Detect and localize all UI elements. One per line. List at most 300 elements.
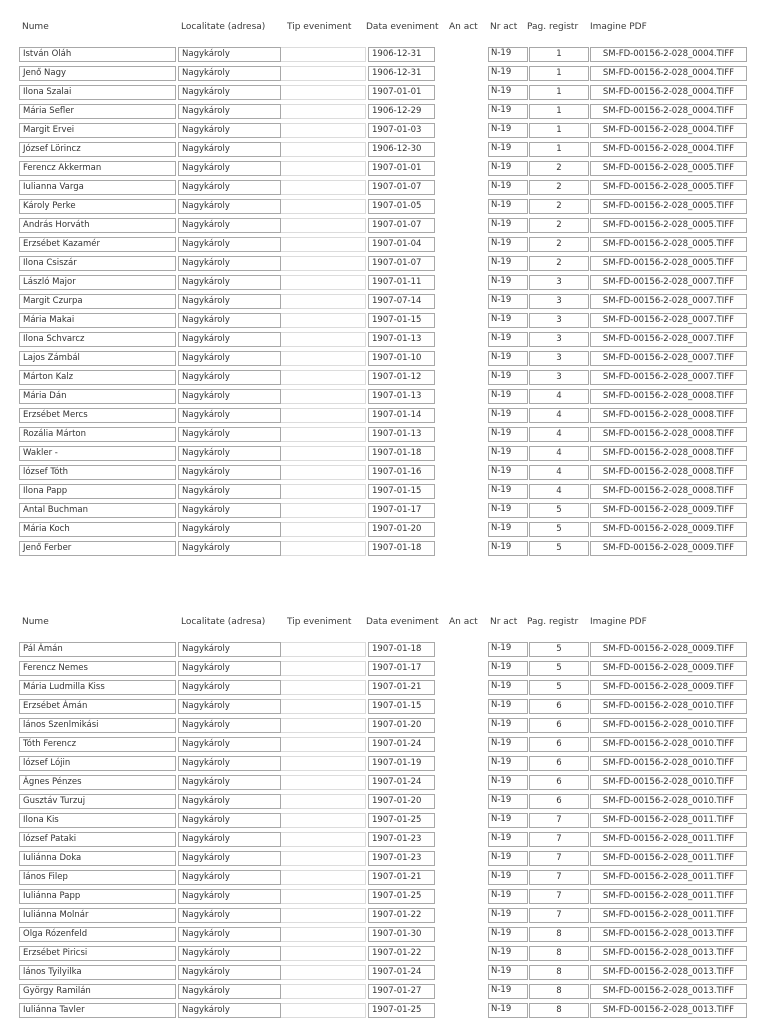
cell-pag-registr: 3 (529, 275, 589, 290)
cell-data-eveniment: 1907-01-20 (368, 794, 435, 809)
cell-imagine-pdf: SM-FD-00156-2-028_0007.TIFF (590, 370, 747, 385)
header-pag-registr: Pag. registr (527, 617, 579, 627)
cell-nume: Erzsébet Kazamér (19, 237, 176, 252)
cell-nr-act: N-19 (488, 756, 528, 771)
cell-nume: lános Filep (19, 870, 176, 885)
cell-imagine-pdf: SM-FD-00156-2-028_0013.TIFF (590, 984, 747, 999)
cell-tip-eveniment (281, 142, 366, 157)
cell-imagine-pdf: SM-FD-00156-2-028_0008.TIFF (590, 408, 747, 423)
table-row (0, 274, 768, 293)
cell-pag-registr: 1 (529, 47, 589, 62)
cell-imagine-pdf: SM-FD-00156-2-028_0004.TIFF (590, 85, 747, 100)
cell-localitate: Nagykároly (178, 218, 281, 233)
table-row (0, 521, 768, 540)
cell-data-eveniment: 1907-01-07 (368, 180, 435, 195)
cell-imagine-pdf: SM-FD-00156-2-028_0009.TIFF (590, 541, 747, 556)
cell-data-eveniment: 1907-01-18 (368, 446, 435, 461)
cell-localitate: Nagykároly (178, 756, 281, 771)
cell-localitate: Nagykároly (178, 47, 281, 62)
cell-imagine-pdf: SM-FD-00156-2-028_0004.TIFF (590, 66, 747, 81)
table-row (0, 426, 768, 445)
cell-data-eveniment: 1907-01-27 (368, 984, 435, 999)
cell-imagine-pdf: SM-FD-00156-2-028_0013.TIFF (590, 927, 747, 942)
cell-tip-eveniment (281, 680, 366, 695)
cell-localitate: Nagykároly (178, 737, 281, 752)
cell-pag-registr: 3 (529, 332, 589, 347)
cell-tip-eveniment (281, 370, 366, 385)
cell-nr-act: N-19 (488, 180, 528, 195)
cell-localitate: Nagykároly (178, 85, 281, 100)
cell-pag-registr: 2 (529, 218, 589, 233)
cell-tip-eveniment (281, 161, 366, 176)
cell-pag-registr: 1 (529, 123, 589, 138)
table-row (0, 65, 768, 84)
cell-pag-registr: 1 (529, 85, 589, 100)
table-row (0, 179, 768, 198)
cell-data-eveniment: 1907-01-24 (368, 965, 435, 980)
cell-localitate: Nagykároly (178, 256, 281, 271)
cell-nr-act: N-19 (488, 889, 528, 904)
cell-data-eveniment: 1906-12-29 (368, 104, 435, 119)
cell-imagine-pdf: SM-FD-00156-2-028_0010.TIFF (590, 699, 747, 714)
cell-imagine-pdf: SM-FD-00156-2-028_0005.TIFF (590, 218, 747, 233)
cell-pag-registr: 2 (529, 180, 589, 195)
cell-data-eveniment: 1907-01-04 (368, 237, 435, 252)
cell-pag-registr: 7 (529, 889, 589, 904)
cell-tip-eveniment (281, 984, 366, 999)
cell-tip-eveniment (281, 465, 366, 480)
cell-data-eveniment: 1907-01-15 (368, 699, 435, 714)
cell-pag-registr: 4 (529, 427, 589, 442)
cell-tip-eveniment (281, 541, 366, 556)
cell-data-eveniment: 1907-01-10 (368, 351, 435, 366)
cell-nume: Erzsébet Mercs (19, 408, 176, 423)
cell-nume: Pál Ámán (19, 642, 176, 657)
cell-localitate: Nagykároly (178, 908, 281, 923)
table-row (0, 46, 768, 65)
cell-data-eveniment: 1907-01-17 (368, 661, 435, 676)
cell-data-eveniment: 1907-01-15 (368, 313, 435, 328)
cell-nume: Ferencz Akkerman (19, 161, 176, 176)
table-row (0, 293, 768, 312)
cell-nr-act: N-19 (488, 218, 528, 233)
cell-nume: Rozália Márton (19, 427, 176, 442)
cell-nume: Jenő Nagy (19, 66, 176, 81)
cell-nr-act: N-19 (488, 66, 528, 81)
cell-imagine-pdf: SM-FD-00156-2-028_0011.TIFF (590, 908, 747, 923)
table-row (0, 812, 768, 831)
table-row (0, 660, 768, 679)
cell-tip-eveniment (281, 503, 366, 518)
table-row (0, 198, 768, 217)
table-row (0, 831, 768, 850)
cell-tip-eveniment (281, 256, 366, 271)
cell-tip-eveniment (281, 275, 366, 290)
cell-tip-eveniment (281, 870, 366, 885)
cell-imagine-pdf: SM-FD-00156-2-028_0013.TIFF (590, 965, 747, 980)
table-row (0, 888, 768, 907)
cell-tip-eveniment (281, 218, 366, 233)
cell-data-eveniment: 1907-01-24 (368, 737, 435, 752)
table-row (0, 964, 768, 983)
cell-pag-registr: 6 (529, 756, 589, 771)
cell-localitate: Nagykároly (178, 427, 281, 442)
cell-data-eveniment: 1907-01-07 (368, 218, 435, 233)
cell-localitate: Nagykároly (178, 180, 281, 195)
cell-data-eveniment: 1907-01-20 (368, 718, 435, 733)
header-nr-act: Nr act (490, 22, 518, 32)
cell-localitate: Nagykároly (178, 965, 281, 980)
cell-nume: lózsef Lójin (19, 756, 176, 771)
cell-data-eveniment: 1907-01-24 (368, 775, 435, 790)
cell-localitate: Nagykároly (178, 1003, 281, 1018)
cell-localitate: Nagykároly (178, 699, 281, 714)
table-row (0, 388, 768, 407)
header-nume: Nume (22, 617, 49, 627)
cell-pag-registr: 5 (529, 642, 589, 657)
cell-data-eveniment: 1907-01-03 (368, 123, 435, 138)
table-header (0, 595, 768, 641)
cell-nume: Antal Buchman (19, 503, 176, 518)
cell-tip-eveniment (281, 889, 366, 904)
cell-imagine-pdf: SM-FD-00156-2-028_0011.TIFF (590, 870, 747, 885)
cell-imagine-pdf: SM-FD-00156-2-028_0013.TIFF (590, 1003, 747, 1018)
table-header (0, 0, 768, 46)
cell-nume: Ferencz Nemes (19, 661, 176, 676)
cell-nume: lózsef Tóth (19, 465, 176, 480)
cell-nr-act: N-19 (488, 465, 528, 480)
cell-localitate: Nagykároly (178, 465, 281, 480)
cell-tip-eveniment (281, 946, 366, 961)
cell-localitate: Nagykároly (178, 294, 281, 309)
cell-tip-eveniment (281, 718, 366, 733)
cell-imagine-pdf: SM-FD-00156-2-028_0011.TIFF (590, 851, 747, 866)
cell-pag-registr: 3 (529, 370, 589, 385)
cell-nume: Ilona Kis (19, 813, 176, 828)
table-row (0, 84, 768, 103)
cell-tip-eveniment (281, 965, 366, 980)
cell-imagine-pdf: SM-FD-00156-2-028_0009.TIFF (590, 522, 747, 537)
table-row (0, 945, 768, 964)
cell-pag-registr: 4 (529, 465, 589, 480)
cell-localitate: Nagykároly (178, 889, 281, 904)
cell-localitate: Nagykároly (178, 199, 281, 214)
cell-data-eveniment: 1907-01-23 (368, 851, 435, 866)
cell-tip-eveniment (281, 484, 366, 499)
cell-localitate: Nagykároly (178, 66, 281, 81)
cell-imagine-pdf: SM-FD-00156-2-028_0005.TIFF (590, 180, 747, 195)
cell-nr-act: N-19 (488, 1003, 528, 1018)
cell-tip-eveniment (281, 756, 366, 771)
cell-imagine-pdf: SM-FD-00156-2-028_0009.TIFF (590, 680, 747, 695)
cell-tip-eveniment (281, 661, 366, 676)
header-tip-eveniment: Tip eveniment (287, 617, 352, 627)
cell-localitate: Nagykároly (178, 446, 281, 461)
cell-pag-registr: 7 (529, 908, 589, 923)
cell-nume: Ilona Schvarcz (19, 332, 176, 347)
cell-pag-registr: 4 (529, 484, 589, 499)
cell-nr-act: N-19 (488, 332, 528, 347)
cell-nume: Mária Dán (19, 389, 176, 404)
cell-nr-act: N-19 (488, 737, 528, 752)
table-row (0, 641, 768, 660)
cell-tip-eveniment (281, 294, 366, 309)
cell-nume: Erzsébet Piricsi (19, 946, 176, 961)
cell-tip-eveniment (281, 332, 366, 347)
cell-nr-act: N-19 (488, 503, 528, 518)
cell-pag-registr: 5 (529, 661, 589, 676)
cell-nr-act: N-19 (488, 389, 528, 404)
cell-data-eveniment: 1907-01-18 (368, 541, 435, 556)
cell-data-eveniment: 1907-01-30 (368, 927, 435, 942)
cell-pag-registr: 8 (529, 1003, 589, 1018)
table-rows (0, 641, 768, 1021)
cell-localitate: Nagykároly (178, 104, 281, 119)
cell-pag-registr: 5 (529, 541, 589, 556)
cell-data-eveniment: 1906-12-31 (368, 47, 435, 62)
cell-data-eveniment: 1907-01-25 (368, 889, 435, 904)
table-row (0, 103, 768, 122)
cell-data-eveniment: 1907-01-21 (368, 870, 435, 885)
cell-localitate: Nagykároly (178, 794, 281, 809)
cell-data-eveniment: 1907-01-13 (368, 332, 435, 347)
table-row (0, 736, 768, 755)
cell-nume: Mária Sefler (19, 104, 176, 119)
cell-imagine-pdf: SM-FD-00156-2-028_0007.TIFF (590, 351, 747, 366)
cell-nr-act: N-19 (488, 908, 528, 923)
cell-data-eveniment: 1907-01-12 (368, 370, 435, 385)
cell-localitate: Nagykároly (178, 142, 281, 157)
cell-data-eveniment: 1907-01-01 (368, 161, 435, 176)
cell-nume: Tóth Ferencz (19, 737, 176, 752)
cell-nr-act: N-19 (488, 851, 528, 866)
cell-tip-eveniment (281, 47, 366, 62)
cell-nume: Iuliánna Doka (19, 851, 176, 866)
cell-nume: Gusztáv Turzuj (19, 794, 176, 809)
header-localitate: Localitate (adresa) (181, 617, 266, 627)
cell-pag-registr: 8 (529, 927, 589, 942)
table-row (0, 141, 768, 160)
cell-imagine-pdf: SM-FD-00156-2-028_0009.TIFF (590, 661, 747, 676)
cell-data-eveniment: 1907-01-23 (368, 832, 435, 847)
cell-localitate: Nagykároly (178, 503, 281, 518)
cell-pag-registr: 8 (529, 984, 589, 999)
cell-tip-eveniment (281, 642, 366, 657)
cell-nume: lános Tyilyilka (19, 965, 176, 980)
cell-nr-act: N-19 (488, 104, 528, 119)
cell-data-eveniment: 1906-12-31 (368, 66, 435, 81)
table-row (0, 464, 768, 483)
table-row (0, 502, 768, 521)
table-row (0, 983, 768, 1002)
cell-data-eveniment: 1907-07-14 (368, 294, 435, 309)
cell-nr-act: N-19 (488, 965, 528, 980)
cell-imagine-pdf: SM-FD-00156-2-028_0004.TIFF (590, 142, 747, 157)
cell-nume: Ágnes Pénzes (19, 775, 176, 790)
cell-nume: György Ramilán (19, 984, 176, 999)
cell-data-eveniment: 1907-01-22 (368, 946, 435, 961)
records-table-2 (0, 595, 768, 1021)
cell-nume: Margit Czurpa (19, 294, 176, 309)
header-data-eveniment: Data eveniment (366, 617, 439, 627)
cell-imagine-pdf: SM-FD-00156-2-028_0005.TIFF (590, 256, 747, 271)
cell-nr-act: N-19 (488, 661, 528, 676)
cell-pag-registr: 1 (529, 66, 589, 81)
cell-nume: Ilona Szalai (19, 85, 176, 100)
cell-localitate: Nagykároly (178, 642, 281, 657)
cell-tip-eveniment (281, 313, 366, 328)
cell-pag-registr: 6 (529, 737, 589, 752)
cell-tip-eveniment (281, 389, 366, 404)
cell-nr-act: N-19 (488, 161, 528, 176)
cell-nume: Mária Ludmilla Kiss (19, 680, 176, 695)
cell-pag-registr: 6 (529, 775, 589, 790)
cell-imagine-pdf: SM-FD-00156-2-028_0005.TIFF (590, 161, 747, 176)
cell-nume: László Major (19, 275, 176, 290)
cell-pag-registr: 5 (529, 522, 589, 537)
cell-imagine-pdf: SM-FD-00156-2-028_0008.TIFF (590, 427, 747, 442)
cell-pag-registr: 2 (529, 256, 589, 271)
cell-localitate: Nagykároly (178, 522, 281, 537)
cell-nume: Margit Ervei (19, 123, 176, 138)
table-row (0, 122, 768, 141)
cell-imagine-pdf: SM-FD-00156-2-028_0005.TIFF (590, 199, 747, 214)
cell-imagine-pdf: SM-FD-00156-2-028_0011.TIFF (590, 832, 747, 847)
cell-localitate: Nagykároly (178, 984, 281, 999)
cell-nr-act: N-19 (488, 142, 528, 157)
cell-localitate: Nagykároly (178, 718, 281, 733)
cell-imagine-pdf: SM-FD-00156-2-028_0011.TIFF (590, 813, 747, 828)
cell-imagine-pdf: SM-FD-00156-2-028_0007.TIFF (590, 313, 747, 328)
table-row (0, 850, 768, 869)
cell-pag-registr: 6 (529, 699, 589, 714)
cell-data-eveniment: 1907-01-13 (368, 389, 435, 404)
cell-imagine-pdf: SM-FD-00156-2-028_0010.TIFF (590, 718, 747, 733)
cell-tip-eveniment (281, 123, 366, 138)
cell-pag-registr: 3 (529, 313, 589, 328)
cell-nr-act: N-19 (488, 541, 528, 556)
header-data-eveniment: Data eveniment (366, 22, 439, 32)
cell-nume: József Lörincz (19, 142, 176, 157)
cell-tip-eveniment (281, 794, 366, 809)
cell-tip-eveniment (281, 408, 366, 423)
cell-tip-eveniment (281, 85, 366, 100)
cell-nume: Jenő Ferber (19, 541, 176, 556)
cell-nume: Mária Koch (19, 522, 176, 537)
cell-data-eveniment: 1907-01-16 (368, 465, 435, 480)
cell-data-eveniment: 1907-01-17 (368, 503, 435, 518)
cell-localitate: Nagykároly (178, 351, 281, 366)
cell-imagine-pdf: SM-FD-00156-2-028_0010.TIFF (590, 756, 747, 771)
cell-pag-registr: 7 (529, 870, 589, 885)
header-localitate: Localitate (adresa) (181, 22, 266, 32)
cell-data-eveniment: 1906-12-30 (368, 142, 435, 157)
cell-imagine-pdf: SM-FD-00156-2-028_0009.TIFF (590, 642, 747, 657)
table-row (0, 1002, 768, 1021)
cell-imagine-pdf: SM-FD-00156-2-028_0007.TIFF (590, 332, 747, 347)
cell-tip-eveniment (281, 522, 366, 537)
header-an-act: An act (449, 22, 478, 32)
cell-pag-registr: 7 (529, 813, 589, 828)
header-nr-act: Nr act (490, 617, 518, 627)
cell-tip-eveniment (281, 851, 366, 866)
cell-pag-registr: 1 (529, 142, 589, 157)
cell-nr-act: N-19 (488, 484, 528, 499)
cell-imagine-pdf: SM-FD-00156-2-028_0007.TIFF (590, 275, 747, 290)
cell-imagine-pdf: SM-FD-00156-2-028_0011.TIFF (590, 889, 747, 904)
cell-imagine-pdf: SM-FD-00156-2-028_0004.TIFF (590, 123, 747, 138)
cell-nume: Iulianna Varga (19, 180, 176, 195)
cell-nume: Iuliánna Papp (19, 889, 176, 904)
cell-data-eveniment: 1907-01-01 (368, 85, 435, 100)
table-row (0, 160, 768, 179)
cell-pag-registr: 5 (529, 503, 589, 518)
cell-imagine-pdf: SM-FD-00156-2-028_0008.TIFF (590, 484, 747, 499)
cell-pag-registr: 3 (529, 294, 589, 309)
cell-localitate: Nagykároly (178, 332, 281, 347)
cell-nr-act: N-19 (488, 408, 528, 423)
table-row (0, 679, 768, 698)
cell-localitate: Nagykároly (178, 161, 281, 176)
table-row (0, 907, 768, 926)
cell-pag-registr: 7 (529, 851, 589, 866)
cell-nr-act: N-19 (488, 699, 528, 714)
cell-nr-act: N-19 (488, 85, 528, 100)
cell-tip-eveniment (281, 699, 366, 714)
cell-localitate: Nagykároly (178, 851, 281, 866)
cell-data-eveniment: 1907-01-25 (368, 1003, 435, 1018)
header-an-act: An act (449, 617, 478, 627)
table-row (0, 698, 768, 717)
table-row (0, 755, 768, 774)
cell-pag-registr: 1 (529, 104, 589, 119)
table-row (0, 774, 768, 793)
table-row (0, 217, 768, 236)
cell-imagine-pdf: SM-FD-00156-2-028_0009.TIFF (590, 503, 747, 518)
cell-localitate: Nagykároly (178, 680, 281, 695)
cell-nume: lános Szenlmikási (19, 718, 176, 733)
cell-imagine-pdf: SM-FD-00156-2-028_0004.TIFF (590, 47, 747, 62)
cell-nr-act: N-19 (488, 946, 528, 961)
cell-imagine-pdf: SM-FD-00156-2-028_0008.TIFF (590, 465, 747, 480)
cell-tip-eveniment (281, 832, 366, 847)
cell-data-eveniment: 1907-01-20 (368, 522, 435, 537)
cell-nr-act: N-19 (488, 813, 528, 828)
cell-localitate: Nagykároly (178, 370, 281, 385)
cell-localitate: Nagykároly (178, 661, 281, 676)
cell-localitate: Nagykároly (178, 313, 281, 328)
cell-nr-act: N-19 (488, 313, 528, 328)
cell-nr-act: N-19 (488, 370, 528, 385)
cell-nr-act: N-19 (488, 718, 528, 733)
table-row (0, 540, 768, 559)
cell-nume: Wakler - (19, 446, 176, 461)
cell-pag-registr: 4 (529, 389, 589, 404)
table-row (0, 369, 768, 388)
cell-tip-eveniment (281, 446, 366, 461)
cell-data-eveniment: 1907-01-25 (368, 813, 435, 828)
table-row (0, 350, 768, 369)
cell-localitate: Nagykároly (178, 946, 281, 961)
cell-imagine-pdf: SM-FD-00156-2-028_0004.TIFF (590, 104, 747, 119)
cell-nr-act: N-19 (488, 984, 528, 999)
cell-nr-act: N-19 (488, 522, 528, 537)
cell-nume: Iuliánna Tavler (19, 1003, 176, 1018)
table-row (0, 717, 768, 736)
cell-nume: Mária Makai (19, 313, 176, 328)
cell-localitate: Nagykároly (178, 870, 281, 885)
cell-data-eveniment: 1907-01-18 (368, 642, 435, 657)
